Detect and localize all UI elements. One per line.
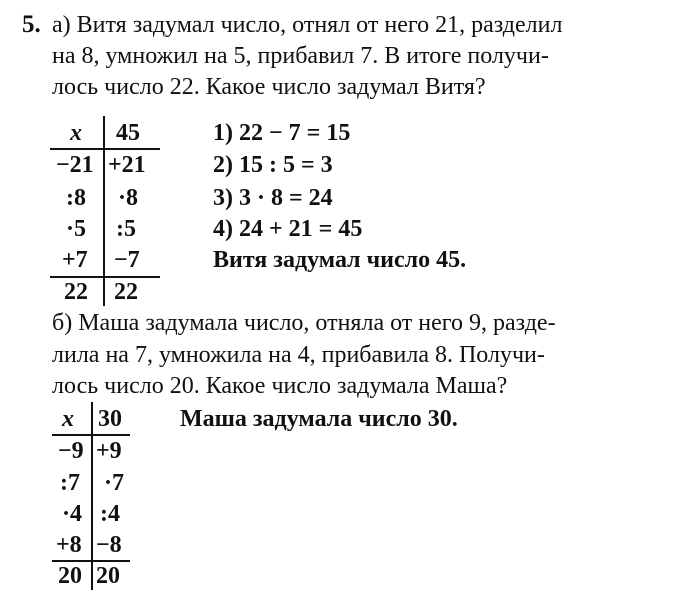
part-a-answer: Витя задумал число 45. xyxy=(213,247,467,273)
part-a-table-header-left: x xyxy=(70,120,82,146)
part-b-table-header-right: 30 xyxy=(98,406,122,432)
part-a-table-row-4-right: −7 xyxy=(114,247,140,273)
part-a-table-divider xyxy=(103,116,105,306)
part-b-table-row-1-right: +9 xyxy=(96,438,122,464)
part-b-table-footer-right: 20 xyxy=(96,563,120,589)
part-b-table-row-4-left: +8 xyxy=(56,532,82,558)
part-a-table-row-3-left: ·5 xyxy=(66,216,87,242)
part-b-table-header-left: x xyxy=(62,406,74,432)
part-a-table-header-right: 45 xyxy=(116,120,140,146)
part-a-step-2: 2) 15 : 5 = 3 xyxy=(213,152,333,178)
part-b-text-line-3: лось число 20. Какое число задумала Маша? xyxy=(52,373,508,399)
part-b-answer: Маша задумала число 30. xyxy=(180,406,458,432)
part-b-table-row-2-right: ·7 xyxy=(104,470,125,496)
part-a-table-row-1-left: −21 xyxy=(56,152,94,178)
part-b-text-line-2: лила на 7, умножила на 4, прибавила 8. Получи- xyxy=(52,342,545,368)
part-a-table-row-3-right: :5 xyxy=(116,216,136,242)
part-a-step-4: 4) 24 + 21 = 45 xyxy=(213,216,363,242)
part-a-table-row-2-right: ·8 xyxy=(118,185,139,211)
part-b-table-row-3-right: :4 xyxy=(100,501,120,527)
part-b-table-row-1-left: −9 xyxy=(58,438,84,464)
part-a-step-1: 1) 22 − 7 = 15 xyxy=(213,120,351,146)
part-a-text-line-3: лось число 22. Какое число задумал Витя? xyxy=(52,74,486,100)
problem-number: 5. xyxy=(22,11,41,38)
part-a-text-line-1: а) Витя задумал число, отнял от него 21, разделил xyxy=(52,12,563,38)
part-a-text-line-2: на 8, умножил на 5, прибавил 7. В итоге получи- xyxy=(52,43,549,69)
part-a-table-row-2-left: :8 xyxy=(66,185,86,211)
part-b-table-footer-left: 20 xyxy=(58,563,82,589)
part-a-step-3: 3) 3 · 8 = 24 xyxy=(213,185,333,211)
part-b-table-row-3-left: ·4 xyxy=(62,501,83,527)
part-a-table-footer-right: 22 xyxy=(114,279,138,305)
part-a-table-row-4-left: +7 xyxy=(62,247,88,273)
part-b-table-row-2-left: :7 xyxy=(60,470,80,496)
part-a-table-row-1-right: +21 xyxy=(108,152,146,178)
part-a-table-footer-left: 22 xyxy=(64,279,88,305)
part-b-text-line-1: б) Маша задумала число, отняла от него 9, разде- xyxy=(52,310,556,336)
part-b-table-row-4-right: −8 xyxy=(96,532,122,558)
part-b-table-divider xyxy=(91,402,93,590)
